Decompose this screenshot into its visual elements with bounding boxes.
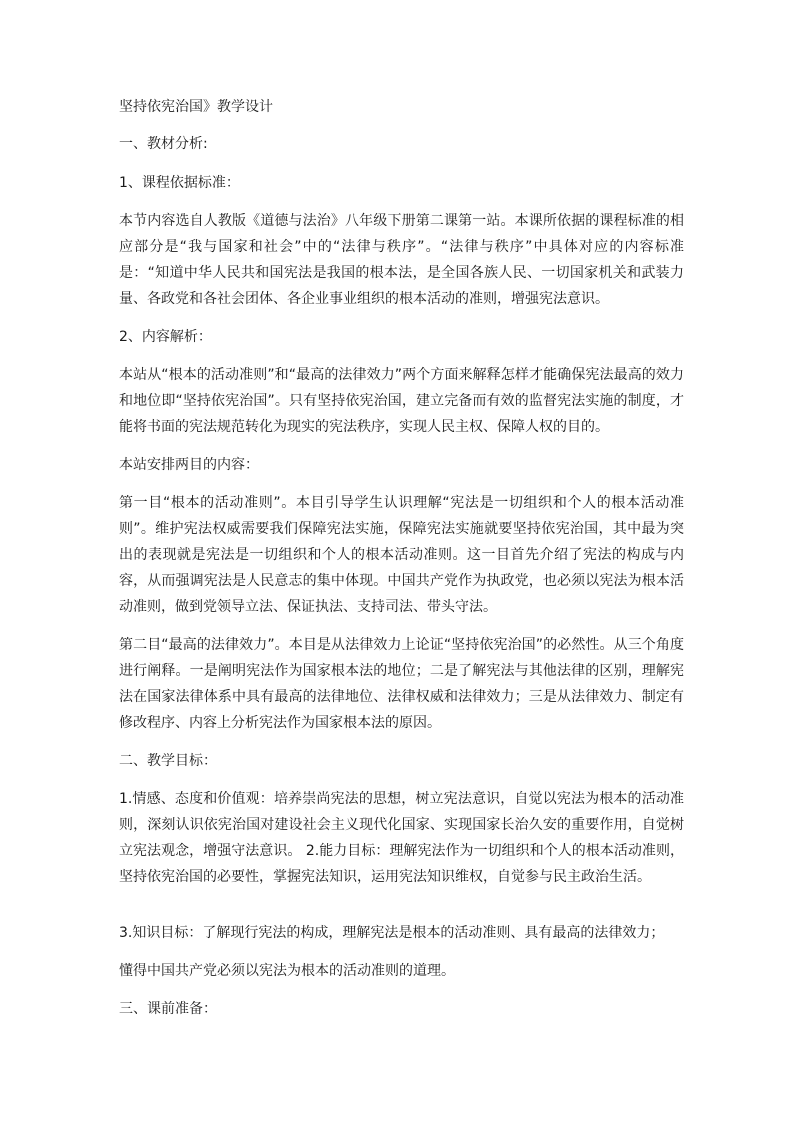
subheading-curriculum-standard: 1、课程依据标准：	[119, 175, 240, 191]
section-heading-teaching-goals: 二、教学目标：	[119, 753, 217, 769]
subheading-content-analysis: 2、内容解析：	[119, 329, 212, 345]
document-title: 坚持依宪治国》教学设计	[119, 99, 273, 115]
paragraph-content-analysis: 本站从“根本的活动准则”和“最高的法律效力”两个方面来解释怎样才能确保宪法最高的效力和地位即“坚持依宪治国”。只有坚持依宪治国，建立完备而有效的监督宪法实施的制度，才能将书面的宪法规范转化为现实的宪法秩序，实现人民主权、保障人权的目的。	[119, 367, 684, 435]
paragraph-second-item: 第二目“最高的法律效力”。本目是从法律效力上论证“坚持依宪治国”的必然性。从三个角度进行阐释。一是阐明宪法作为国家根本法的地位；二是了解宪法与其他法律的区别，理解宪法在国家法律体系中具有最高的法律地位、法律权威和法律效力；三是从法律效力、制定有修改程序、内容上分析宪法作为国家根本法的原因。	[119, 637, 684, 731]
section-heading-preparation: 三、课前准备：	[119, 1001, 217, 1017]
paragraph-goals-emotion-ability: 1.情感、态度和价值观：培养崇尚宪法的思想，树立宪法意识，自觉以宪法为根本的活动准则，深刻认识依宪治国对建设社会主义现代化国家、实现国家长治久安的重要作用，自觉树立宪法观念，增强守法意识。 2.能力目标：理解宪法作为一切组织和个人的根本活动准则，坚持依宪治国的必要性，掌握宪法知识，运用宪法知识维权，自觉参与民主政治生活。	[119, 791, 684, 885]
paragraph-arrangement: 本站安排两目的内容：	[119, 457, 259, 473]
document-body	[119, 94, 684, 1034]
paragraph-goals-knowledge: 3.知识目标：了解现行宪法的构成，理解宪法是根本的活动准则、具有最高的法律效力；	[119, 925, 665, 941]
paragraph-goals-party: 懂得中国共产党必须以宪法为根本的活动准则的道理。	[119, 963, 455, 979]
paragraph-first-item: 第一目“根本的活动准则”。本目引导学生认识理解“宪法是一切组织和个人的根本活动准则”。维护宪法权威需要我们保障宪法实施，保障宪法实施就要坚持依宪治国，其中最为突出的表现就是宪法是一切组织和个人的根本活动准则。这一目首先介绍了宪法的构成与内容，从而强调宪法是人民意志的集中体现。中国共产党作为执政党，也必须以宪法为根本活动准则，做到党领导立法、保证执法、支持司法、带头守法。	[119, 495, 684, 615]
paragraph-curriculum-standard: 本节内容选自人教版《道德与法治》八年级下册第二课第一站。本课所依据的课程标准的相应部分是“我与国家和社会”中的“法律与秩序”。“法律与秩序”中具体对应的内容标准是：“知道中华人民共和国宪法是我国的根本法，是全国各族人民、一切国家机关和武装力量、各政党和各社会团体、各企业事业组织的根本活动的准则，增强宪法意识。	[119, 213, 684, 307]
section-heading-textbook-analysis: 一、教材分析:	[119, 136, 208, 152]
